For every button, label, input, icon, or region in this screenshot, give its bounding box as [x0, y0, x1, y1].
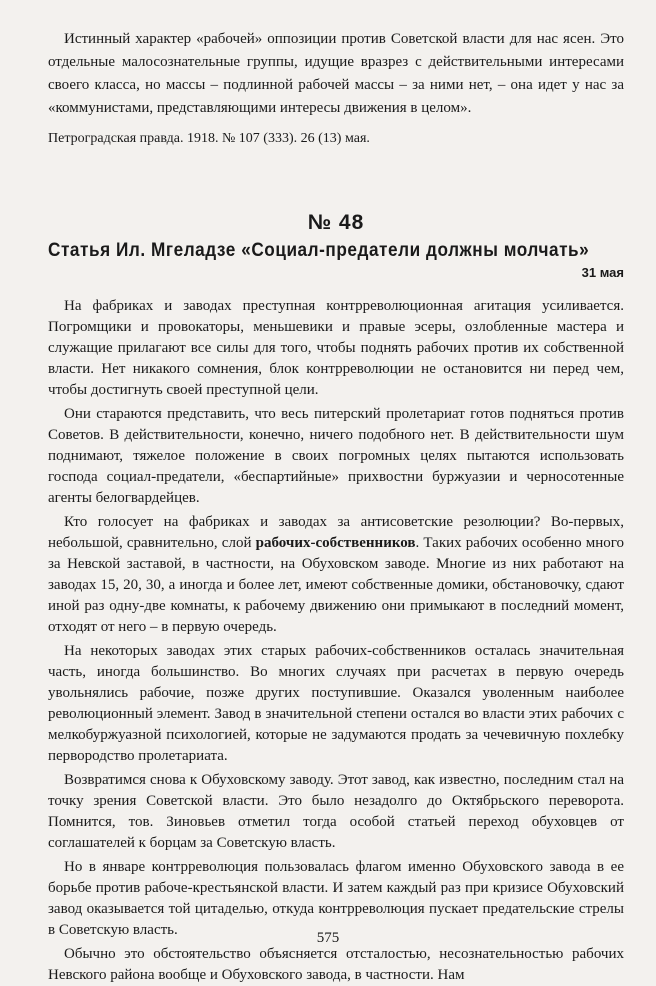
paragraph-3-start: Кто голосует на фабриках и заводах за антисоветские резолюции? Во-первых, небольшой, сравнительно, слой	[48, 514, 624, 551]
paragraph-5: Возвратимся снова к Обуховскому заводу. Этот завод, как известно, последним стал на точку зрения Советской власти. Это было незадолго до Октябрьского переворота. Помнится, тов. Зиновьев отметил тогда особой статьей переход обуховцев от соглашателей к борцам за Советскую власть.	[48, 772, 624, 851]
document-date: 31 мая	[581, 265, 624, 280]
paragraph-6: Но в январе контрреволюция пользовалась флагом именно Обуховского завода в ее борьбе против рабоче-крестьянской власти. И затем каждый раз при кризисе Обуховский завод оказывается той цитаделью, откуда контрреволюция пускает предательские стрелы в Советскую власть.	[48, 859, 624, 938]
page-number: 575	[316, 930, 340, 946]
paragraph-2: Они стараются представить, что весь питерский пролетариат готов подняться против Советов. В действительности, конечно, ничего подобного нет. В действительности шум поднимают, тяжелое положение в своих погромных целях пытаются использовать господа социал-предатели, «беспартийные» прихвостни буржуазии и черносотенные агенты белогвардейцев.	[48, 406, 624, 506]
paragraph-4: На некоторых заводах этих старых рабочих-собственников осталась значительная часть, иногда большинство. Во многих случаях при расчетах в первую очередь увольнялись рабочие, позже других поступившие. Оказался уволенным наиболее революционный элемент. Завод в значительной степени остался во власти этих рабочих с мелкобуржуазной психологией, которые не задумаются продать за чечевичную похлебку первородство пролетариата.	[48, 643, 624, 764]
paragraph-3	[48, 512, 624, 638]
intro-source: Петроградская правда. 1918. № 107 (333). 26 (13) мая.	[48, 131, 370, 146]
paragraph-1: На фабриках и заводах преступная контрреволюционная агитация усиливается. Погромщики и провокаторы, меньшевики и правые эсеры, озлобленные мастера и служащие прилагают все силы для того, чтобы поднять рабочих против их собственной власти. Нет никакого сомнения, блок контрреволюции не остановится ни перед чем, чтобы достигнуть своей преступной цели.	[48, 298, 624, 398]
intro-quote: Истинный характер «рабочей» оппозиции против Советской власти для нас ясен. Это отдельные малосознательные группы, идущие вразрез с действительными интересами своего класса, но массы – подлинной рабочей массы – за ними нет, – она идет у нас за «коммунистами, представляющими интересы движения в целом».	[48, 31, 624, 116]
document-number: № 48	[307, 211, 365, 234]
paragraph-7: Обычно это обстоятельство объясняется отсталостью, несознательностью рабочих Невского района вообще и Обуховского завода, в частности. Нам	[48, 946, 624, 983]
document-title: Статья Ил. Мгеладзе «Социал-предатели должны молчать»	[48, 240, 590, 261]
article-body	[48, 296, 624, 986]
paragraph-3-emphasis: рабочих-собственников	[255, 535, 416, 551]
paragraph-3-end: . Таких рабочих особенно много за Невской заставой, в частности, на Обуховском заводе. Многие из них работают на заводах 15, 20, 30, а иногда и более лет, имеют собственные домики, обстановочку, сдают иной раз одну-две комнаты, к рабочему движению они примыкают в последний момент, отходят от него – в первую очередь.	[48, 535, 624, 635]
